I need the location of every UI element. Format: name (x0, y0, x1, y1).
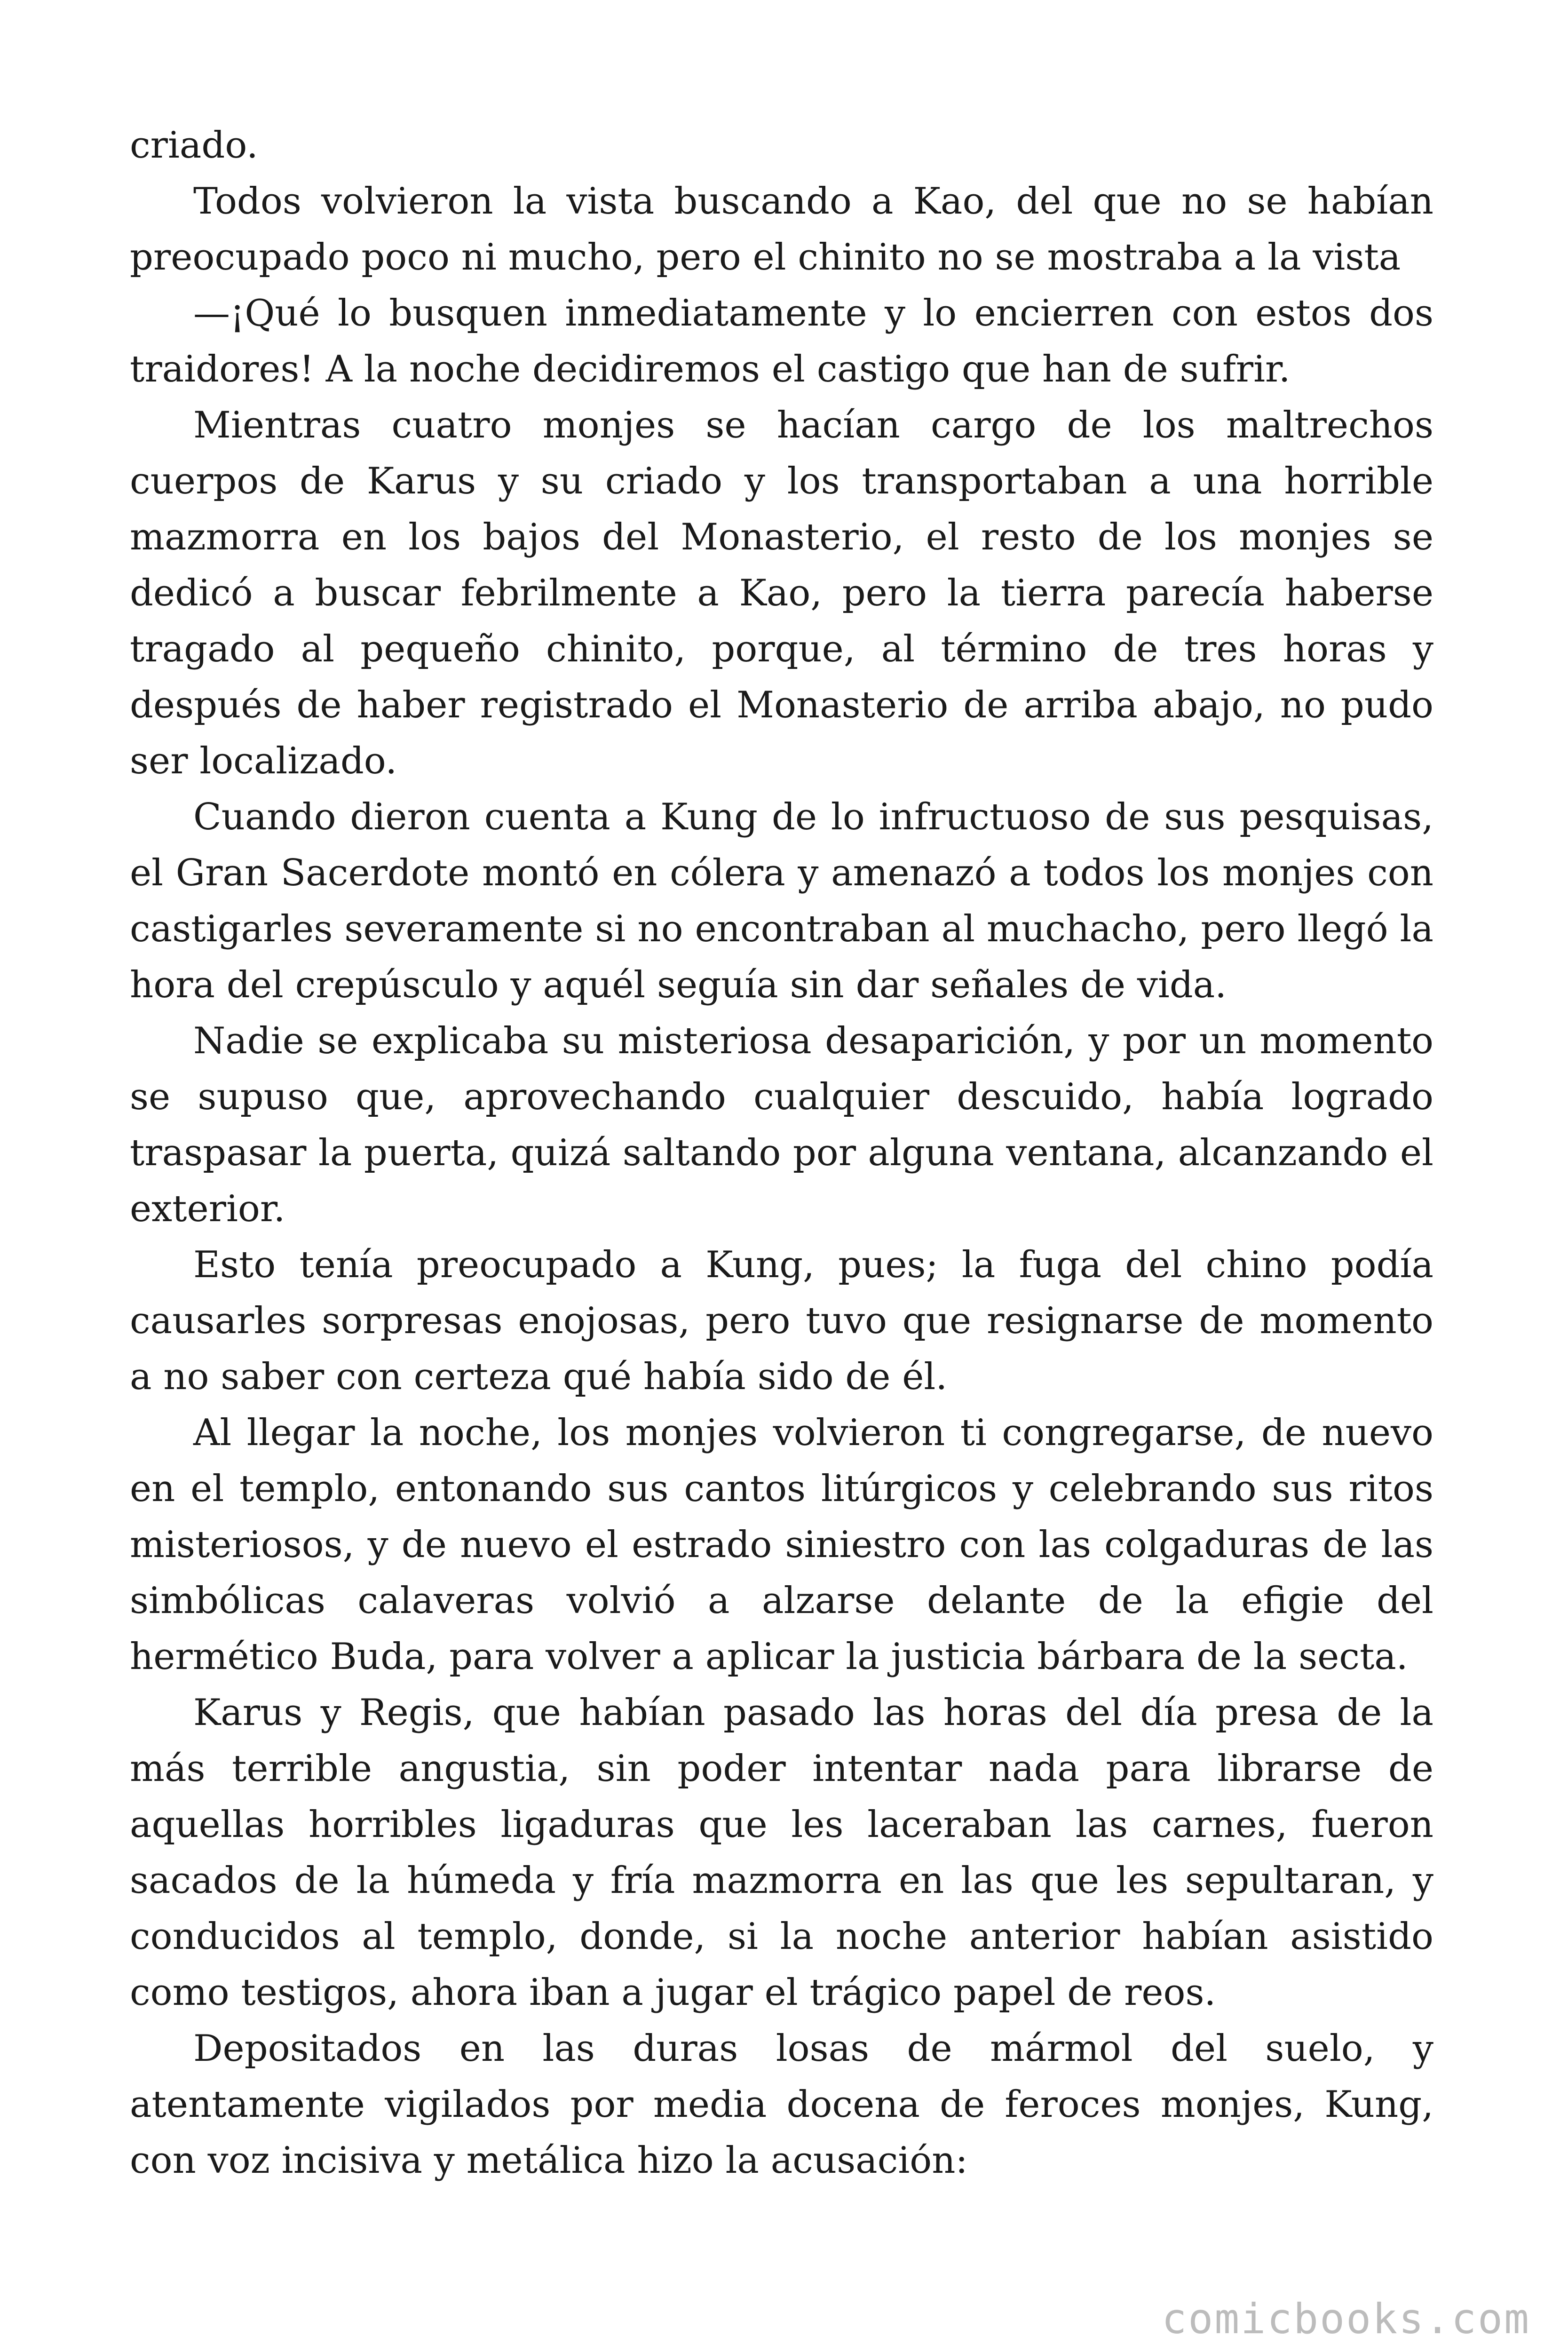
paragraph: —¡Qué lo busquen inmediatamente y lo encierren con estos dos traidores! A la noche decidiremos el castigo que han de sufrir. (130, 292, 1433, 390)
body-text (130, 118, 1433, 2189)
paragraph: Karus y Regis, que habían pasado las horas del día presa de la más terrible angustia, sin poder intentar nada para librarse de aquellas horribles ligaduras que les laceraban las carnes, fueron sacados de la húmeda y fría mazmorra en las que les sepultaran, y conducidos al templo, donde, si la noche anterior habían asistido como testigos, ahora iban a jugar el trágico papel de reos. (130, 1692, 1433, 2014)
paragraph: Nadie se explicaba su misteriosa desaparición, y por un momento se supuso que, aprovechando cualquier descuido, había logrado traspasar la puerta, quizá saltando por alguna ventana, alcanzando el exterior. (130, 1020, 1433, 1230)
paragraph: Mientras cuatro monjes se hacían cargo de los maltrechos cuerpos de Karus y su criado y los transportaban a una horrible mazmorra en los bajos del Monasterio, el resto de los monjes se dedicó a buscar febrilmente a Kao, pero la tierra parecía haberse tragado al pequeño chinito, porque, al término de tres horas y después de haber registrado el Monasterio de arriba abajo, no pudo ser localizado. (130, 404, 1433, 782)
watermark-text: comicbooks.com (1162, 2295, 1530, 2343)
paragraph: Esto tenía preocupado a Kung, pues; la fuga del chino podía causarles sorpresas enojosas, pero tuvo que resignarse de momento a no saber con certeza qué había sido de él. (130, 1244, 1433, 1398)
paragraph: Cuando dieron cuenta a Kung de lo infructuoso de sus pesquisas, el Gran Sacerdote montó en cólera y amenazó a todos los monjes con castigarles severamente si no encontraban al muchacho, pero llegó la hora del crepúsculo y aquél seguía sin dar señales de vida. (130, 796, 1433, 1006)
paragraph: Todos volvieron la vista buscando a Kao, del que no se habían preocupado poco ni mucho, pero el chinito no se mostraba a la vista (130, 180, 1433, 278)
paragraph: Depositados en las duras losas de mármol del suelo, y atentamente vigilados por media docena de feroces monjes, Kung, con voz incisiva y metálica hizo la acusación: (130, 2027, 1433, 2182)
paragraph: Al llegar la noche, los monjes volvieron ti congregarse, de nuevo en el templo, entonando sus cantos litúrgicos y celebrando sus ritos misteriosos, y de nuevo el estrado siniestro con las colgaduras de las simbólicas calaveras volvió a alzarse delante de la efigie del hermético Buda, para volver a aplicar la justicia bárbara de la secta. (130, 1412, 1433, 1678)
paragraph: criado. (130, 124, 258, 167)
